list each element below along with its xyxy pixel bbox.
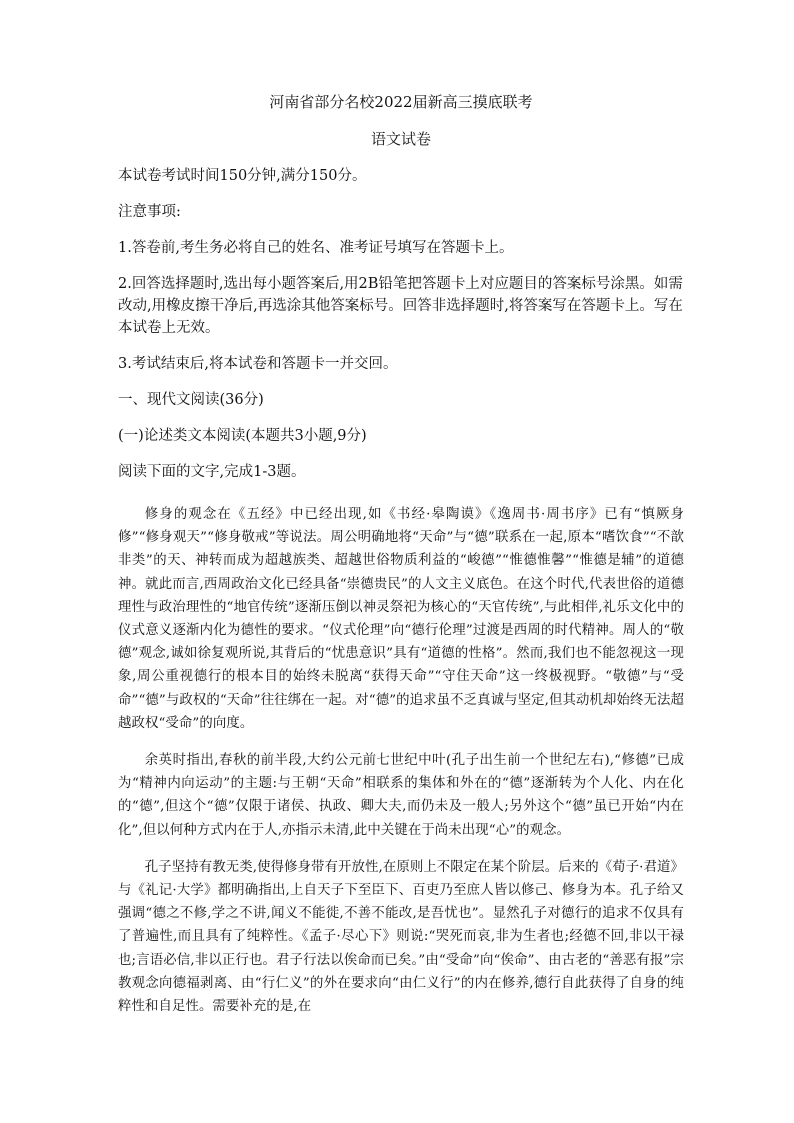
notice-item-3: 3.考试结束后,将本试卷和答题卡一并交回。 <box>118 356 398 372</box>
part-title: 一、现代文阅读(36分) <box>118 392 264 408</box>
passage-paragraph-1: 修身的观念在《五经》中已经出现,如《书经·皋陶谟》《逸周书·周书序》已有“慎厥身修”“修身观天”“修身敬戒”等说法。周公明确地将“天命”与“德”联系在一起,原本“嗜饮食”“不歆非类”的天、神转而成为超越族类、超越世俗物质利益的“峻德”“惟德惟馨”“惟德是辅”的道德神。就此而言,西周政治文化已经具备“崇德贵民”的人文主义底色。在这个时代,代表世俗的道德理性与政治理性的“地官传统”逐渐压倒以神灵祭祀为核心的“天官传统”,与此相伴,礼乐文化中的仪式意义逐渐内化为德性的要求。“仪式伦理”向“德行伦理”过渡是西周的时代精神。周人的“敬德”观念,诚如徐复观所说,其背后的“忧患意识”具有“道德的性格”。然而,我们也不能忽视这一现象,周公重视德行的根本目的始终未脱离“获得天命”“守住天命”这一终极视野。“敬德”与“受命”“德”与政权的“天命”往往绑在一起。对“德”的追求虽不乏真诚与坚定,但其动机却始终无法超越政权“受命”的向度。 <box>118 507 684 731</box>
passage-paragraph-2: 余英时指出,春秋的前半段,大约公元前七世纪中叶(孔子出生前一个世纪左右),“修德”已成为“精神内向运动”的主题:与王朝“天命”相联系的集体和外在的“德”逐渐转为个人化、内在化的“德”,但这个“德”仅限于诸侯、执政、卿大夫,而仍未及一般人;另外这个“德”虽已开始“内在化”,但以何种方式内在于人,亦指示未清,此中关键在于尚未出现“心”的观念。 <box>118 753 684 838</box>
time-note: 本试卷考试时间150分钟,满分150分。 <box>118 168 367 184</box>
notice-item-2: 2.回答选择题时,选出每小题答案后,用2B铅笔把答题卡上对应题目的答案标号涂黑。如需改动,用橡皮擦干净后,再选涂其他答案标号。回答非选择题时,将答案写在答题卡上。写在本试卷上无效。 <box>118 276 683 336</box>
exam-subtitle: 语文试卷 <box>370 130 431 148</box>
reading-instruction: 阅读下面的文字,完成1-3题。 <box>118 464 306 480</box>
passage-paragraph-3: 孔子坚持有教无类,使得修身带有开放性,在原则上不限定在某个阶层。后来的《荀子·君道》与《礼记·大学》都明确指出,上自天子下至臣下、百吏乃至庶人皆以修己、修身为本。孔子给又强调“德之不修,学之不讲,闻义不能徙,不善不能改,是吾忧也”。显然孔子对德行的追求不仅具有了普遍性,而且具有了纯粹性。《孟子·尽心下》则说:“哭死而哀,非为生者也;经德不回,非以干禄也;言语必信,非以正行也。君子行法以俟命而已矣。”由“受命”向“俟命”、由古老的“善恶有报”宗教观念向德福剥离、由“行仁义”的外在要求向“由仁义行”的内在修养,德行自此获得了自身的纯粹性和自足性。需要补充的是,在 <box>118 859 684 1015</box>
section-subtitle: (一)论述类文本阅读(本题共3小题,9分) <box>118 428 367 444</box>
exam-title: 河南省部分名校2022届新高三摸底联考 <box>269 93 533 111</box>
notice-item-1: 1.答卷前,考生务必将自己的姓名、准考证号填写在答题卡上。 <box>118 240 514 256</box>
notice-heading: 注意事项: <box>118 204 181 220</box>
